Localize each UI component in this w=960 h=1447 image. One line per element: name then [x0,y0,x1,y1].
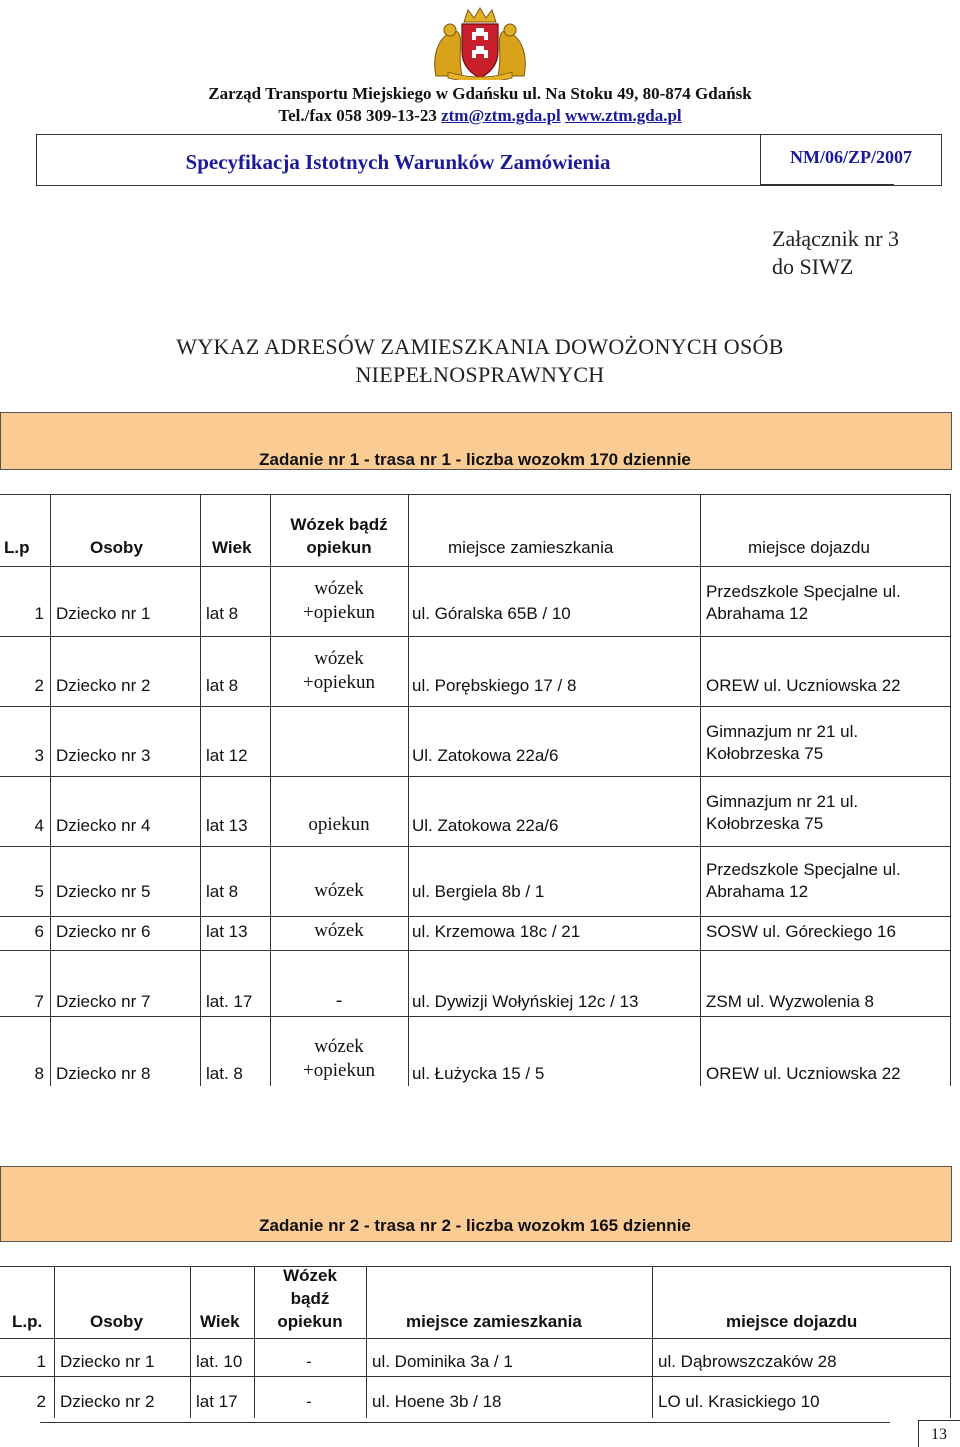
table1-col-divider [200,494,201,1086]
table1-row2-adres: ul. Porębskiego 17 / 8 [412,676,577,695]
table2-col-divider [652,1266,653,1418]
table1-row3-dojazd-2: Kołobrzeska 75 [706,744,824,763]
annex-line1: Załącznik nr 3 [772,226,900,251]
table1-row1-wozek: wózek [314,578,364,599]
table1-row4-dojazd-1: Gimnazjum nr 21 ul. [706,792,859,811]
table1-row8-opiekun: +opiekun [303,1060,375,1081]
table1-row1-dojazd-2: Abrahama 12 [706,604,809,623]
table1-row2-wiek: lat 8 [206,676,239,695]
table1-row8-osoba: Dziecko nr 8 [56,1064,151,1083]
table2-border-right [950,1266,951,1418]
table1-row6-wozek: wózek [314,920,364,941]
annex-line2: do SIWZ [772,254,854,279]
table1-row7-adres: ul. Dywizji Wołyńskiej 12c / 13 [412,992,639,1011]
phone-fax: Tel./fax 058 309-13-23 [278,106,442,125]
table1-row5-dojazd-1: Przedszkole Specjalne ul. [706,860,901,879]
divider [760,184,894,185]
table1-row7-lp: 7 [34,992,44,1011]
table1-row8-adres: ul. Łużycka 15 / 5 [412,1064,545,1083]
table1-row4-dojazd-2: Kołobrzeska 75 [706,814,824,833]
table1-header-wozek: Wózek bądź [290,515,388,534]
table1-row3-wiek: lat 12 [206,746,248,765]
table2-col-divider [190,1266,191,1418]
table1-col-divider [50,494,51,1086]
table1-row5-adres: ul. Bergiela 8b / 1 [412,882,545,901]
table2-row2-lp: 2 [36,1392,46,1411]
table1-row3-adres: Ul. Zatokowa 22a/6 [412,746,559,765]
table1-header-osoby: Osoby [90,538,143,557]
table1-row5-wiek: lat 8 [206,882,239,901]
table2-row2-adres: ul. Hoene 3b / 18 [372,1392,502,1411]
table1-row2-lp: 2 [34,676,44,695]
table2-header-lp: L.p. [12,1312,43,1331]
table2-col-divider [54,1266,55,1418]
table1-border-top [0,494,950,495]
table2-row2-wiek: lat 17 [196,1392,238,1411]
table2-col-divider [366,1266,367,1418]
table1-row-divider [0,950,950,951]
table1-row1-dojazd-1: Przedszkole Specjalne ul. [706,582,901,601]
table1-row6-adres: ul. Krzemowa 18c / 21 [412,922,581,941]
table1-row6-osoba: Dziecko nr 6 [56,922,151,941]
table1-col-divider [408,494,409,1086]
table1-row7-wiek: lat. 17 [206,992,253,1011]
table1-row6-dojazd: SOSW ul. Góreckiego 16 [706,922,896,941]
page-number: 13 [931,1426,947,1443]
table1-row1-wiek: lat 8 [206,604,239,623]
table1-row6-wiek: lat 13 [206,922,248,941]
table1-row4-lp: 4 [34,816,44,835]
table2-row1-adres: ul. Dominika 3a / 1 [372,1352,513,1371]
table1-row1-adres: ul. Góralska 65B / 10 [412,604,571,623]
table2-border-top [0,1266,950,1267]
table1-row-divider [0,846,950,847]
table1-row3-dojazd-1: Gimnazjum nr 21 ul. [706,722,859,741]
table2-row1-wiek: lat. 10 [196,1352,243,1371]
table1-row2-wozek: wózek [314,648,364,669]
website-link[interactable]: www.ztm.gda.pl [565,106,682,125]
table1-row3-osoba: Dziecko nr 3 [56,746,151,765]
table2-row1-lp: 1 [36,1352,46,1371]
table1-row7-osoba: Dziecko nr 7 [56,992,151,1011]
table1-row5-wozek: wózek [314,880,364,901]
table1-row5-lp: 5 [34,882,44,901]
table1-row5-dojazd-2: Abrahama 12 [706,882,809,901]
table1-row4-wiek: lat 13 [206,816,248,835]
table1-row8-wozek: wózek [314,1036,364,1057]
org-address: Zarząd Transportu Miejskiego w Gdańsku ul. Na Stoku 49, 80-874 Gdańsk [208,84,752,103]
table1-row3-lp: 3 [34,746,44,765]
table2-row1-dojazd: ul. Dąbrowszczaków 28 [658,1352,837,1371]
table2-row-divider [0,1338,950,1339]
table1-row-divider [0,566,950,567]
table2-row2-osoba: Dziecko nr 2 [60,1392,155,1411]
table1-col-divider [700,494,701,1086]
footer-rule [40,1422,890,1423]
task2-banner-text: Zadanie nr 2 - trasa nr 2 - liczba wozokm 165 dziennie [259,1216,691,1235]
table1-row-divider [0,776,950,777]
table2-header-badz: bądź [290,1289,330,1308]
table1-row-divider [0,1016,950,1017]
email-link[interactable]: ztm@ztm.gda.pl [441,106,561,125]
table2-header-osoby: Osoby [90,1312,143,1331]
table2-header-dojazd: miejsce dojazdu [726,1312,858,1331]
table1-row2-osoba: Dziecko nr 2 [56,676,151,695]
document-title-line1: WYKAZ ADRESÓW ZAMIESZKANIA DOWOŻONYCH OSÓB [176,334,784,359]
table1-row7-wozek: - [335,990,343,1011]
table1-row4-adres: Ul. Zatokowa 22a/6 [412,816,559,835]
gdansk-coat-of-arms-icon [428,6,532,80]
document-title-line2: NIEPEŁNOSPRAWNYCH [355,362,605,387]
table2-row1-osoba: Dziecko nr 1 [60,1352,155,1371]
table1-row2-dojazd: OREW ul. Uczniowska 22 [706,676,901,695]
spec-code: NM/06/ZP/2007 [790,147,912,167]
table1-row8-lp: 8 [34,1064,44,1083]
table2-row2-wozek: - [306,1392,312,1411]
table1-row1-lp: 1 [34,604,44,623]
table2-header-zamieszkanie: miejsce zamieszkania [406,1312,582,1331]
table1-row-divider [0,706,950,707]
table1-header-lp: L.p [4,538,30,557]
task1-banner-text: Zadanie nr 1 - trasa nr 1 - liczba wozokm 170 dziennie [259,450,691,469]
table1-header-zamieszkanie: miejsce zamieszkania [448,538,614,557]
table1-row8-dojazd: OREW ul. Uczniowska 22 [706,1064,901,1083]
table1-row4-osoba: Dziecko nr 4 [56,816,151,835]
table2-row1-wozek: - [306,1352,312,1371]
table1-row4-opiekun: opiekun [308,814,370,835]
table1-row8-wiek: lat. 8 [206,1064,243,1083]
table1-row5-osoba: Dziecko nr 5 [56,882,151,901]
table2-row-divider [0,1376,950,1377]
table1-row2-opiekun: +opiekun [303,672,375,693]
table1-row1-opiekun: +opiekun [303,602,375,623]
table1-row7-dojazd: ZSM ul. Wyzwolenia 8 [706,992,875,1011]
table1-header-opiekun: opiekun [306,538,372,557]
table2-header-wozek: Wózek [283,1266,337,1285]
table1-header-wiek: Wiek [212,538,252,557]
table2-header-opiekun: opiekun [277,1312,343,1331]
table1-header-dojazd: miejsce dojazdu [748,538,870,557]
spec-title: Specyfikacja Istotnych Warunków Zamówienia [185,150,611,174]
table1-row6-lp: 6 [34,922,44,941]
table1-border-right [950,494,951,1086]
table2-row2-dojazd: LO ul. Krasickiego 10 [658,1392,820,1411]
org-contact [0,106,960,126]
table1-row-divider [0,636,950,637]
table1-row1-osoba: Dziecko nr 1 [56,604,151,623]
table1-row-divider [0,916,950,917]
table2-header-wiek: Wiek [200,1312,240,1331]
